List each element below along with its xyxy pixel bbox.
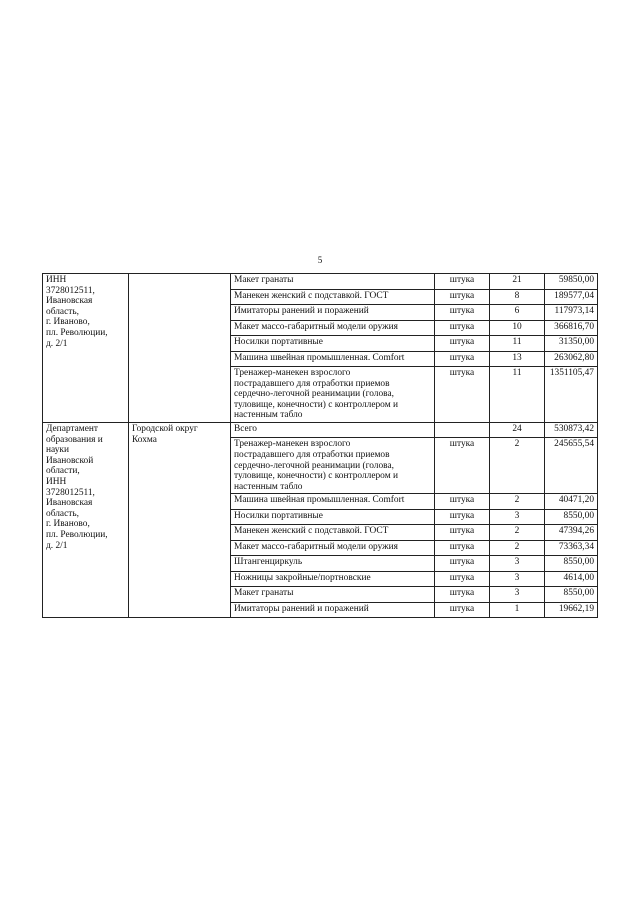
item-name-cell bbox=[231, 587, 435, 603]
item-name-cell bbox=[231, 602, 435, 618]
item-name-cell bbox=[231, 494, 435, 510]
item-name-cell bbox=[231, 422, 435, 438]
organization-line: пл. Революции, bbox=[46, 327, 108, 338]
organization-cell bbox=[43, 274, 129, 423]
item-name-line: настенным табло bbox=[234, 410, 303, 421]
unit-cell: штука bbox=[435, 556, 490, 572]
item-name-line: Ножницы закройные/портновские bbox=[234, 572, 371, 583]
amount-cell: 189577,04 bbox=[545, 289, 598, 305]
unit-cell: штука bbox=[435, 587, 490, 603]
organization-line: Департамент bbox=[46, 423, 98, 434]
item-name-line: Носилки портативные bbox=[234, 510, 323, 521]
quantity-cell: 21 bbox=[490, 274, 545, 290]
quantity-cell: 8 bbox=[490, 289, 545, 305]
amount-cell: 8550,00 bbox=[545, 509, 598, 525]
organization-line: Ивановской bbox=[46, 455, 94, 466]
organization-line: г. Иваново, bbox=[46, 317, 90, 328]
quantity-cell: 2 bbox=[490, 438, 545, 494]
item-name-cell bbox=[231, 289, 435, 305]
item-name-cell bbox=[231, 351, 435, 367]
quantity-cell: 2 bbox=[490, 525, 545, 541]
organization-line: Ивановская bbox=[46, 296, 93, 307]
unit-cell: штука bbox=[435, 336, 490, 352]
item-name-cell bbox=[231, 305, 435, 321]
quantity-cell: 2 bbox=[490, 540, 545, 556]
item-name-line: настенным табло bbox=[234, 481, 303, 492]
unit-cell: штука bbox=[435, 367, 490, 423]
unit-cell bbox=[435, 422, 490, 438]
item-name-line: Манекен женский с подставкой. ГОСТ bbox=[234, 526, 389, 537]
quantity-cell: 1 bbox=[490, 602, 545, 618]
organization-line: пл. Революции, bbox=[46, 529, 108, 540]
item-name-line: Макет гранаты bbox=[234, 588, 294, 599]
item-name-line: Носилки портативные bbox=[234, 337, 323, 347]
amount-cell: 59850,00 bbox=[545, 274, 598, 290]
municipality-line: Кохма bbox=[132, 434, 157, 445]
item-name-line: Тренажер-манекен взрослого bbox=[234, 439, 351, 450]
item-name-line: Макет массо-габаритный модели оружия bbox=[234, 321, 398, 332]
item-name-line: Машина швейная промышленная. Comfort bbox=[234, 495, 405, 506]
quantity-cell: 2 bbox=[490, 494, 545, 510]
item-name-line: Имитаторы ранений и поражений bbox=[234, 603, 369, 614]
quantity-cell: 11 bbox=[490, 367, 545, 423]
organization-cell bbox=[43, 422, 129, 617]
quantity-cell: 6 bbox=[490, 305, 545, 321]
item-name-line: Машина швейная промышленная. Comfort bbox=[234, 352, 405, 363]
table-row bbox=[43, 422, 598, 438]
organization-line: области, bbox=[46, 466, 80, 477]
item-name-line: Тренажер-манекен взрослого bbox=[234, 368, 351, 378]
organization-line: ИНН bbox=[46, 476, 67, 487]
amount-cell: 73363,34 bbox=[545, 540, 598, 556]
item-name-cell bbox=[231, 367, 435, 423]
amount-cell: 40471,20 bbox=[545, 494, 598, 510]
item-name-cell bbox=[231, 438, 435, 494]
quantity-cell: 10 bbox=[490, 320, 545, 336]
item-name-line: Макет гранаты bbox=[234, 275, 294, 285]
amount-cell: 245655,54 bbox=[545, 438, 598, 494]
quantity-cell: 13 bbox=[490, 351, 545, 367]
equipment-table bbox=[42, 273, 598, 618]
organization-line: д. 2/1 bbox=[46, 540, 68, 551]
item-name-cell bbox=[231, 525, 435, 541]
municipality-cell bbox=[129, 422, 231, 617]
quantity-cell: 3 bbox=[490, 587, 545, 603]
unit-cell: штука bbox=[435, 571, 490, 587]
organization-line: г. Иваново, bbox=[46, 519, 90, 530]
item-name-line: туловище, конечности) с контроллером и bbox=[234, 399, 398, 410]
amount-cell: 1351105,47 bbox=[545, 367, 598, 423]
amount-cell: 31350,00 bbox=[545, 336, 598, 352]
unit-cell: штука bbox=[435, 494, 490, 510]
organization-line: 3728012511, bbox=[46, 285, 95, 296]
organization-line: область, bbox=[46, 306, 79, 317]
unit-cell: штука bbox=[435, 320, 490, 336]
unit-cell: штука bbox=[435, 305, 490, 321]
item-name-line: Штангенциркуль bbox=[234, 557, 303, 568]
quantity-cell: 3 bbox=[490, 509, 545, 525]
unit-cell: штука bbox=[435, 438, 490, 494]
item-name-cell bbox=[231, 556, 435, 572]
amount-cell: 8550,00 bbox=[545, 587, 598, 603]
item-name-line: Имитаторы ранений и поражений bbox=[234, 306, 369, 316]
amount-cell: 8550,00 bbox=[545, 556, 598, 572]
unit-cell: штука bbox=[435, 602, 490, 618]
item-name-cell bbox=[231, 336, 435, 352]
item-name-cell bbox=[231, 320, 435, 336]
item-name-cell bbox=[231, 509, 435, 525]
item-name-cell bbox=[231, 274, 435, 290]
item-name-line: Всего bbox=[234, 423, 257, 434]
quantity-cell: 11 bbox=[490, 336, 545, 352]
item-name-line: сердечно-легочной реанимации (голова, bbox=[234, 389, 394, 400]
item-name-line: сердечно-легочной реанимации (голова, bbox=[234, 460, 394, 471]
unit-cell: штука bbox=[435, 289, 490, 305]
amount-cell: 263062,80 bbox=[545, 351, 598, 367]
item-name-line: Макет массо-габаритный модели оружия bbox=[234, 541, 398, 552]
amount-cell: 47394,26 bbox=[545, 525, 598, 541]
organization-line: Ивановская bbox=[46, 498, 93, 509]
organization-line: 3728012511, bbox=[46, 487, 95, 498]
organization-line: науки bbox=[46, 445, 69, 456]
item-name-line: пострадавшего для отработки приемов bbox=[234, 378, 390, 389]
amount-cell: 530873,42 bbox=[545, 422, 598, 438]
organization-line: образования и bbox=[46, 434, 103, 445]
municipality-line: Городской округ bbox=[132, 423, 198, 434]
quantity-cell: 3 bbox=[490, 556, 545, 572]
item-name-line: Манекен женский с подставкой. ГОСТ bbox=[234, 290, 389, 301]
unit-cell: штука bbox=[435, 509, 490, 525]
organization-line: область, bbox=[46, 508, 79, 519]
amount-cell: 366816,70 bbox=[545, 320, 598, 336]
page-number: 5 bbox=[317, 255, 323, 265]
organization-line: д. 2/1 bbox=[46, 338, 68, 349]
amount-cell: 117973,14 bbox=[545, 305, 598, 321]
organization-line: ИНН bbox=[46, 275, 67, 285]
unit-cell: штука bbox=[435, 525, 490, 541]
municipality-cell bbox=[129, 274, 231, 423]
item-name-cell bbox=[231, 540, 435, 556]
item-name-line: пострадавшего для отработки приемов bbox=[234, 450, 390, 461]
item-name-line: туловище, конечности) с контроллером и bbox=[234, 471, 398, 482]
amount-cell: 4614,00 bbox=[545, 571, 598, 587]
unit-cell: штука bbox=[435, 540, 490, 556]
quantity-cell: 24 bbox=[490, 422, 545, 438]
unit-cell: штука bbox=[435, 274, 490, 290]
unit-cell: штука bbox=[435, 351, 490, 367]
table-row bbox=[43, 274, 598, 290]
item-name-cell bbox=[231, 571, 435, 587]
quantity-cell: 3 bbox=[490, 571, 545, 587]
amount-cell: 19662,19 bbox=[545, 602, 598, 618]
table-body bbox=[43, 274, 598, 618]
